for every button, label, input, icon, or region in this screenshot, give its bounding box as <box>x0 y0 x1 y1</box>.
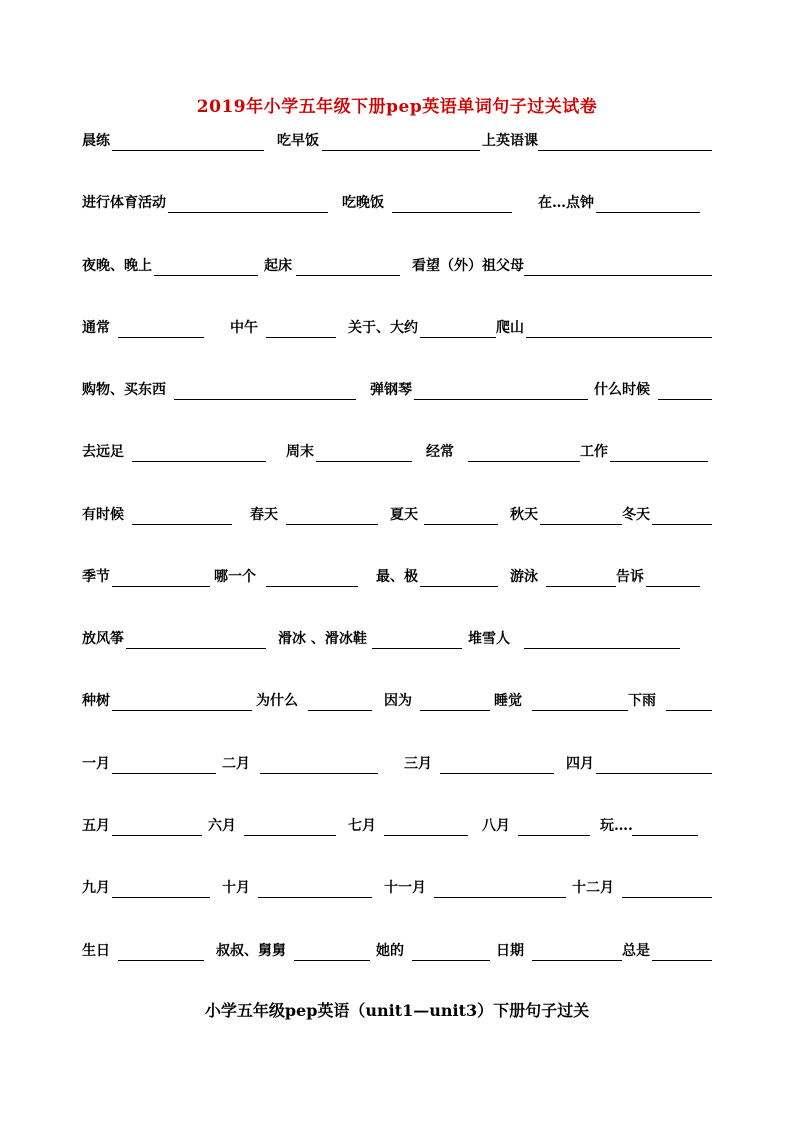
word-prompt: 吃晚饭 <box>342 195 384 211</box>
word-row <box>82 441 712 463</box>
word-prompt: 五月 <box>82 818 110 834</box>
word-prompt: 三月 <box>404 756 432 772</box>
answer-blank[interactable] <box>296 275 400 276</box>
word-prompt: 爬山 <box>496 320 524 336</box>
answer-blank[interactable] <box>652 524 712 525</box>
answer-blank[interactable] <box>420 337 496 338</box>
word-prompt: 十二月 <box>572 880 614 896</box>
word-prompt: 放风筝 <box>82 631 124 647</box>
word-prompt: 什么时候 <box>594 382 650 398</box>
answer-blank[interactable] <box>322 150 480 151</box>
word-prompt: 关于、大约 <box>348 320 418 336</box>
word-prompt: 滑冰 、滑冰鞋 <box>278 631 367 647</box>
word-row <box>82 255 712 277</box>
answer-blank[interactable] <box>286 524 378 525</box>
word-prompt: 九月 <box>82 880 110 896</box>
answer-blank[interactable] <box>126 648 266 649</box>
answer-blank[interactable] <box>266 586 358 587</box>
word-row <box>82 130 712 152</box>
word-prompt: 堆雪人 <box>468 631 510 647</box>
word-prompt: 二月 <box>222 756 250 772</box>
answer-blank[interactable] <box>260 773 378 774</box>
answer-blank[interactable] <box>414 399 588 400</box>
answer-blank[interactable] <box>316 461 412 462</box>
word-prompt: 最、极 <box>376 569 418 585</box>
answer-blank[interactable] <box>434 897 566 898</box>
word-prompt: 夜晚、晚上 <box>82 258 152 274</box>
section-title: 小学五年级pep英语（unit1—unit3）下册句子过关 <box>204 1001 590 1020</box>
word-prompt: 在…点钟 <box>538 195 594 211</box>
word-prompt: 经常 <box>426 444 454 460</box>
word-prompt: 夏天 <box>390 507 418 523</box>
word-prompt: 总是 <box>622 943 650 959</box>
word-prompt: 下雨 <box>628 693 656 709</box>
answer-blank[interactable] <box>118 337 204 338</box>
answer-blank[interactable] <box>596 773 712 774</box>
word-prompt: 一月 <box>82 756 110 772</box>
answer-blank[interactable] <box>112 897 210 898</box>
answer-blank[interactable] <box>112 710 252 711</box>
word-prompt: 有时候 <box>82 507 124 523</box>
answer-blank[interactable] <box>132 461 266 462</box>
answer-blank[interactable] <box>244 835 336 836</box>
answer-blank[interactable] <box>622 897 712 898</box>
word-prompt: 中午 <box>230 320 258 336</box>
word-prompt: 种树 <box>82 693 110 709</box>
word-prompt: 八月 <box>482 818 510 834</box>
answer-blank[interactable] <box>538 150 712 151</box>
answer-blank[interactable] <box>112 773 216 774</box>
answer-blank[interactable] <box>294 960 370 961</box>
word-prompt: 晨练 <box>82 133 110 149</box>
answer-blank[interactable] <box>524 275 712 276</box>
answer-blank[interactable] <box>118 960 204 961</box>
answer-blank[interactable] <box>168 212 328 213</box>
answer-blank[interactable] <box>112 150 264 151</box>
answer-blank[interactable] <box>666 710 712 711</box>
word-row <box>82 690 712 712</box>
answer-blank[interactable] <box>546 586 616 587</box>
word-row <box>82 877 712 899</box>
word-prompt: 生日 <box>82 943 110 959</box>
word-prompt: 日期 <box>496 943 524 959</box>
word-prompt: 通常 <box>82 320 110 336</box>
answer-blank[interactable] <box>132 524 232 525</box>
word-prompt: 季节 <box>82 569 110 585</box>
answer-blank[interactable] <box>112 586 210 587</box>
word-prompt: 起床 <box>264 258 292 274</box>
answer-blank[interactable] <box>532 710 628 711</box>
word-row <box>82 628 712 650</box>
answer-blank[interactable] <box>308 710 372 711</box>
answer-blank[interactable] <box>392 212 512 213</box>
word-row <box>82 753 712 775</box>
word-prompt: 工作 <box>580 444 608 460</box>
answer-blank[interactable] <box>112 835 202 836</box>
answer-blank[interactable] <box>610 461 708 462</box>
answer-blank[interactable] <box>518 835 590 836</box>
answer-blank[interactable] <box>372 648 462 649</box>
word-prompt: 因为 <box>384 693 412 709</box>
word-prompt: 上英语课 <box>482 133 538 149</box>
answer-blank[interactable] <box>632 835 698 836</box>
answer-blank[interactable] <box>420 586 498 587</box>
word-prompt: 告诉 <box>616 569 644 585</box>
word-prompt: 去远足 <box>82 444 124 460</box>
word-row <box>82 504 712 526</box>
word-prompt: 玩…. <box>600 818 633 834</box>
word-prompt: 弹钢琴 <box>370 382 412 398</box>
word-row <box>82 940 712 962</box>
answer-blank[interactable] <box>526 337 712 338</box>
word-prompt: 春天 <box>250 507 278 523</box>
answer-blank[interactable] <box>646 586 700 587</box>
word-prompt: 六月 <box>208 818 236 834</box>
answer-blank[interactable] <box>652 960 712 961</box>
word-row <box>82 379 712 401</box>
answer-blank[interactable] <box>258 897 372 898</box>
answer-blank[interactable] <box>384 835 468 836</box>
word-row <box>82 317 712 339</box>
word-prompt: 周末 <box>286 444 314 460</box>
answer-blank[interactable] <box>532 960 622 961</box>
answer-blank[interactable] <box>420 710 490 711</box>
page-title: 2019年小学五年级下册pep英语单词句子过关试卷 <box>196 97 598 117</box>
word-prompt: 叔叔、舅舅 <box>216 943 286 959</box>
word-prompt: 秋天 <box>510 507 538 523</box>
word-row <box>82 815 712 837</box>
answer-blank[interactable] <box>524 648 680 649</box>
answer-blank[interactable] <box>658 399 712 400</box>
word-prompt: 四月 <box>566 756 594 772</box>
word-prompt: 进行体育活动 <box>82 195 166 211</box>
word-prompt: 冬天 <box>622 507 650 523</box>
answer-blank[interactable] <box>154 275 258 276</box>
answer-blank[interactable] <box>596 212 700 213</box>
word-prompt: 游泳 <box>510 569 538 585</box>
answer-blank[interactable] <box>440 773 554 774</box>
answer-blank[interactable] <box>266 337 336 338</box>
word-prompt: 哪一个 <box>214 569 256 585</box>
word-prompt: 看望（外）祖父母 <box>412 258 524 274</box>
word-prompt: 十月 <box>222 880 250 896</box>
answer-blank[interactable] <box>412 960 490 961</box>
word-row <box>82 566 712 588</box>
answer-blank[interactable] <box>468 461 580 462</box>
word-row <box>82 192 712 214</box>
word-prompt: 吃早饭 <box>277 133 319 149</box>
word-prompt: 她的 <box>376 943 404 959</box>
answer-blank[interactable] <box>540 524 622 525</box>
word-prompt: 十一月 <box>384 880 426 896</box>
answer-blank[interactable] <box>424 524 498 525</box>
answer-blank[interactable] <box>174 399 356 400</box>
word-prompt: 睡觉 <box>494 693 522 709</box>
word-prompt: 购物、买东西 <box>82 382 166 398</box>
word-prompt: 为什么 <box>256 693 298 709</box>
word-prompt: 七月 <box>348 818 376 834</box>
